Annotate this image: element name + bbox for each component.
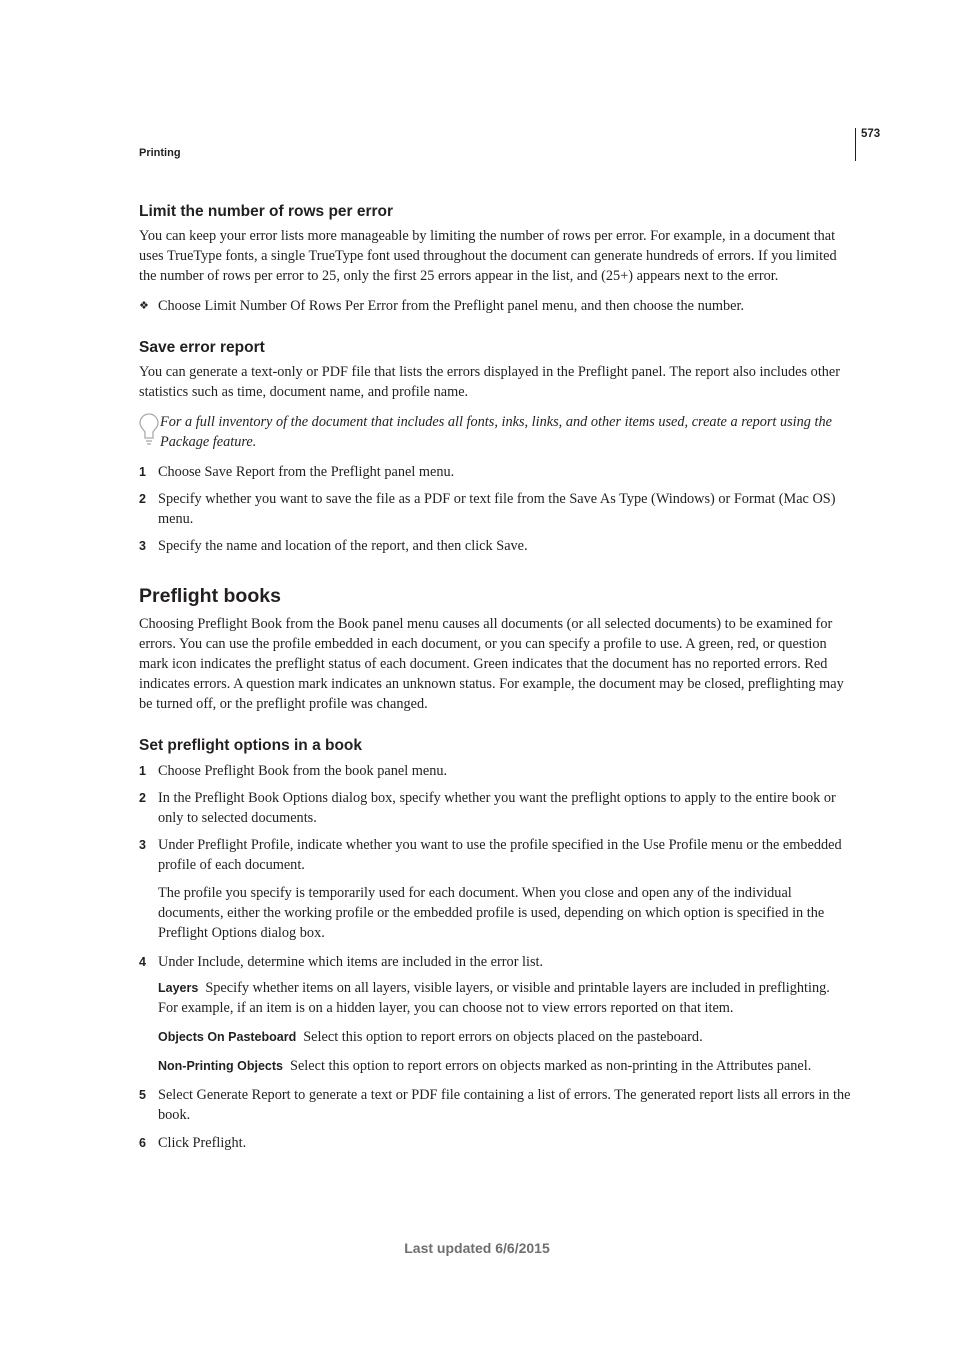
option-description: Select this option to report errors on objects marked as non-printing in the Attributes panel.	[290, 1058, 812, 1074]
step-number: 4	[139, 955, 146, 969]
footer-last-updated: Last updated 6/6/2015	[404, 1240, 550, 1256]
bullet-diamond-icon: ❖	[139, 300, 149, 312]
option-term: Objects On Pasteboard	[158, 1030, 297, 1044]
option-term: Non-Printing Objects	[158, 1059, 283, 1073]
tip-text: For a full inventory of the document that includes all fonts, inks, links, and other items used, create a report using the Package feature.	[160, 414, 832, 451]
option-term: Layers	[158, 981, 199, 995]
step-text: Under Preflight Profile, indicate whether you want to use the profile specified in the Use Profile menu or the embedded profile of each document.	[158, 837, 842, 874]
step-number: 6	[139, 1136, 146, 1150]
heading-preflight-books: Preflight books	[139, 585, 281, 607]
step-text: Specify the name and location of the report, and then click Save.	[158, 538, 528, 554]
step-number: 3	[139, 838, 146, 852]
step-text: Choose Preflight Book from the book panel menu.	[158, 763, 448, 779]
step-text: In the Preflight Book Options dialog box, specify whether you want the preflight options to apply to the entire book or only to selected documents.	[158, 790, 836, 827]
heading-limit-rows: Limit the number of rows per error	[139, 203, 394, 220]
option-description: Select this option to report errors on objects placed on the pasteboard.	[303, 1029, 703, 1045]
bullet-text: Choose Limit Number Of Rows Per Error from the Preflight panel menu, and then choose the number.	[158, 298, 745, 314]
step-number: 3	[139, 539, 146, 553]
running-head: Printing	[139, 147, 181, 159]
paragraph-limit-rows: You can keep your error lists more manageable by limiting the number of rows per error. For example, in a document that uses TrueType fonts, a single TrueType font used throughout the document can generate hundreds of errors. If you limited the number of rows per error to 25, only the first 25 errors appear in the list, and (25+) appears next to the error.	[139, 228, 837, 285]
step-text: Under Include, determine which items are included in the error list.	[158, 954, 544, 970]
page-number: 573	[861, 128, 881, 140]
header-rule	[855, 128, 856, 161]
step-number: 1	[139, 764, 146, 778]
step-text: Choose Save Report from the Preflight panel menu.	[158, 464, 455, 480]
paragraph-preflight-books: Choosing Preflight Book from the Book panel menu causes all documents (or all selected documents) to be examined for errors. You can use the profile embedded in each document, or you can specify a profile to use. A green, red, or question mark icon indicates the preflight status of each document. Green indicates that the document has no reported errors. Red indicates errors. A question mark indicates an unknown status. For example, the document may be closed, preflighting may be turned off, or the preflight profile was changed.	[139, 616, 844, 713]
step-text: Select Generate Report to generate a text or PDF file containing a list of errors. The generated report lists all errors in the book.	[158, 1087, 851, 1124]
lightbulb-icon	[139, 412, 159, 452]
step-note: The profile you specify is temporarily used for each document. When you close and open any of the individual documents, either the working profile or the embedded profile is used, depending on which option is specified in the Preflight Options dialog box.	[158, 885, 825, 942]
step-number: 1	[139, 465, 146, 479]
option-non-printing-objects	[158, 1056, 851, 1076]
step-number: 5	[139, 1088, 146, 1102]
step-text: Specify whether you want to save the file as a PDF or text file from the Save As Type (Windows) or Format (Mac OS) menu.	[158, 491, 836, 528]
heading-set-options: Set preflight options in a book	[139, 737, 363, 754]
paragraph-save-report: You can generate a text-only or PDF file that lists the errors displayed in the Preflight panel. The report also includes other statistics such as time, document name, and profile name.	[139, 364, 841, 401]
step-number: 2	[139, 492, 146, 506]
heading-save-report: Save error report	[139, 339, 265, 356]
step-text: Click Preflight.	[158, 1135, 247, 1151]
option-layers	[158, 978, 851, 1018]
option-objects-on-pasteboard	[158, 1027, 851, 1047]
step-number: 2	[139, 791, 146, 805]
option-description: Specify whether items on all layers, visible layers, or visible and printable layers are included in preflighting. For example, if an item is on a hidden layer, you can choose not to view errors reported on that item.	[158, 980, 830, 1017]
